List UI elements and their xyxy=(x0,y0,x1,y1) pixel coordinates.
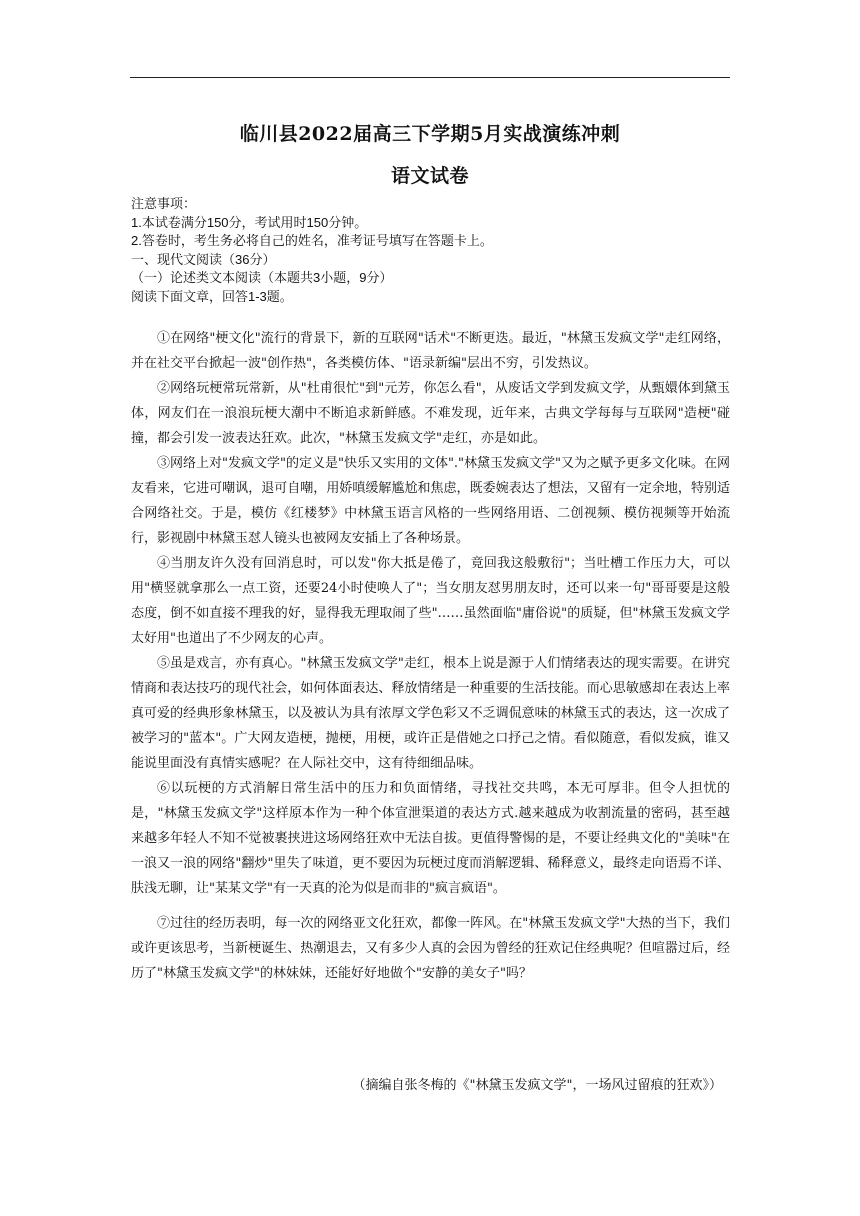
paragraph-1: ①在网络"梗文化"流行的背景下，新的互联网"话术"不断更迭。最近，"林黛玉发疯文学"走红网络，并在社交平台掀起一波"创作热"，各类模仿体、"语录新编"层出不穷，引发热议。 xyxy=(131,331,730,371)
source-citation: （摘编自张冬梅的《"林黛玉发疯文学"，一场风过留痕的狂欢》） xyxy=(352,1078,722,1093)
page-subtitle: 语文试卷 xyxy=(390,165,469,187)
notes-item-2: 2.答卷时，考生务必将自己的姓名，准考证号填写在答题卡上。 xyxy=(131,233,493,248)
paragraph-4: ④当朋友许久没有回消息时，可以发"你大抵是倦了，竟回我这般敷衍"；当吐槽工作压力大，可以用"横竖就拿那么一点工资，还要24小时使唤人了"；当女朋友怼男朋友时，还可以来一句"哥哥要是这般态度，倒不如直接不理我的好，显得我无理取闹了些"……虽然面临"庸俗说"的质疑，但"林黛玉发疯文学太好用"也道出了不少网友的心声。 xyxy=(131,556,730,646)
article-body xyxy=(131,326,730,986)
subsection-heading: （一）论述类文本阅读（本题共3小题，9分） xyxy=(131,270,393,285)
notes-item-1: 1.本试卷满分150分，考试用时150分钟。 xyxy=(131,214,368,230)
notes-heading: 注意事项： xyxy=(131,196,197,211)
paragraph-2: ②网络玩梗常玩常新，从"杜甫很忙"到"元芳，你怎么看"，从废话文学到发疯文学，从甄嬛体到黛玉体，网友们在一浪浪玩梗大潮中不断追求新鲜感。不难发现，近年来，古典文学每每与互联网"造梗"碰撞，都会引发一波表达狂欢。此次，"林黛玉发疯文学"走红，亦是如此。 xyxy=(131,381,730,446)
paragraph-5: ⑤虽是戏言，亦有真心。"林黛玉发疯文学"走红，根本上说是源于人们情绪表达的现实需要。在讲究情商和表达技巧的现代社会，如何体面表达、释放情绪是一种重要的生活技能。而心思敏感却在表达上率真可爱的经典形象林黛玉，以及被认为具有浓厚文学色彩又不乏调侃意味的林黛玉式的表达，这一次成了被学习的"蓝本"。广大网友造梗，抛梗，用梗，或许正是借她之口抒己之情。看似随意，看似发疯，谁又能说里面没有真情实感呢？在人际社交中，这有待细细品味。 xyxy=(131,656,730,771)
header-rule xyxy=(130,77,730,78)
reading-instruction: 阅读下面文章，回答1-3题。 xyxy=(131,288,293,304)
page-title: 临川县2022届高三下学期5月实战演练冲刺 xyxy=(239,123,621,145)
paragraph-6: ⑥以玩梗的方式消解日常生活中的压力和负面情绪，寻找社交共鸣，本无可厚非。但令人担忧的是，"林黛玉发疯文学"这样原本作为一种个体宣泄渠道的表达方式.越来越成为收割流量的密码，甚至越来越多年轻人不知不觉被裹挟进这场网络狂欢中无法自拔。更值得警惕的是，不要让经典文化的"美味"在一浪又一浪的网络"翻炒"里失了味道，更不要因为玩梗过度而消解逻辑、稀释意义，最终走向语焉不详、肤浅无聊，让"某某文学"有一天真的沦为似是而非的"疯言疯语"。 xyxy=(131,781,730,896)
exam-notes xyxy=(131,195,731,306)
paragraph-7: ⑦过往的经历表明，每一次的网络亚文化狂欢，都像一阵风。在"林黛玉发疯文学"大热的当下，我们或许更该思考，当新梗诞生、热潮退去，又有多少人真的会因为曾经的狂欢记住经典呢？但喧嚣过后，经历了"林黛玉发疯文学"的林妹妹，还能好好地做个"安静的美女子"吗？ xyxy=(131,916,730,981)
paragraph-3: ③网络上对"发疯文学"的定义是"快乐又实用的文体"."林黛玉发疯文学"又为之赋予更多文化味。在网友看来，它进可嘲讽，退可自嘲，用娇嗔缓解尴尬和焦虑，既委婉表达了想法，又留有一定余地，特别适合网络社交。于是，模仿《红楼梦》中林黛玉语言风格的一些网络用语、二创视频、模仿视频等开始流行，影视剧中林黛玉怼人镜头也被网友安插上了各种场景。 xyxy=(131,456,731,546)
section-heading: 一、现代文阅读（36分） xyxy=(131,251,276,267)
